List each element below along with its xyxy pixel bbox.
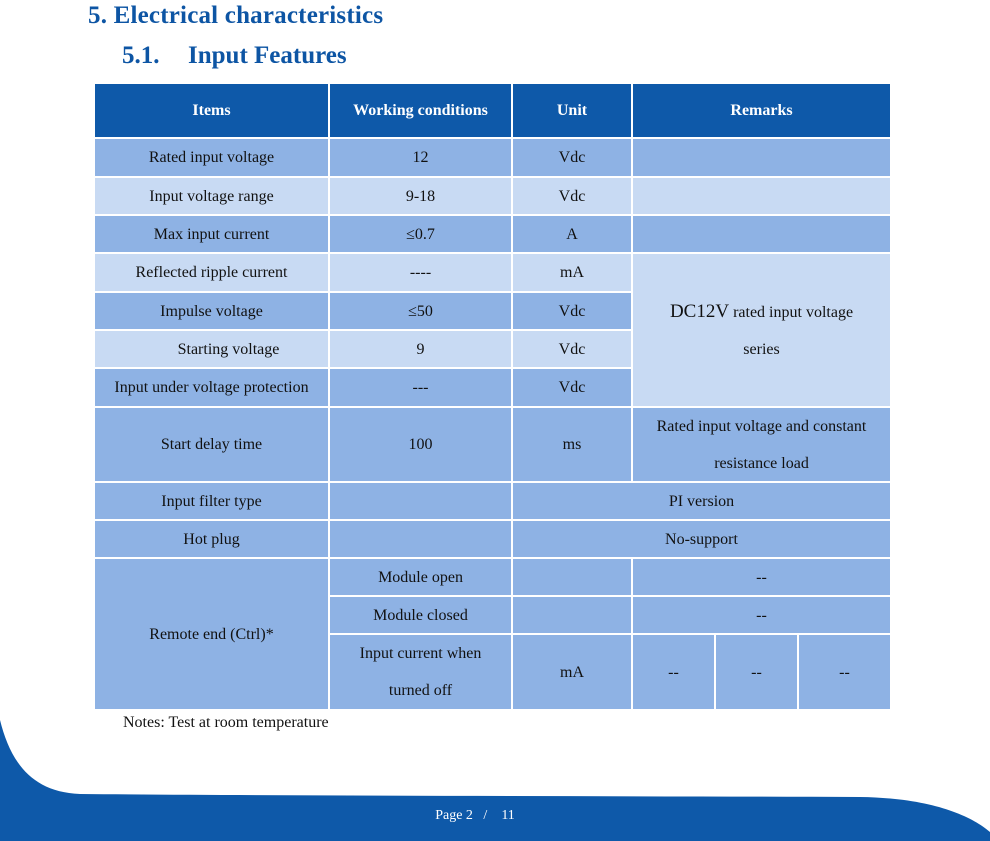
table-row-merged-value: No-support <box>513 521 890 557</box>
table-row-condition: 9-18 <box>330 178 511 214</box>
remote-module-open: Module open <box>330 559 511 595</box>
remote-off-value-3: -- <box>799 635 890 709</box>
merged-remark-dc12v: DC12V rated input voltage series <box>633 254 890 406</box>
table-row-unit: Vdc <box>513 139 631 176</box>
table-row-condition: 12 <box>330 139 511 176</box>
table-row-merged-value: PI version <box>513 483 890 519</box>
table-row-condition: ≤0.7 <box>330 216 511 252</box>
remote-off-unit: mA <box>513 635 631 709</box>
table-row-item: Reflected ripple current <box>95 254 328 291</box>
table-row-condition: --- <box>330 369 511 406</box>
table-row-unit: mA <box>513 254 631 291</box>
header-remarks: Remarks <box>633 84 890 137</box>
table-notes: Notes: Test at room temperature <box>123 714 329 731</box>
remote-off-value-1: -- <box>633 635 714 709</box>
table-row-condition: 9 <box>330 331 511 367</box>
table-row-remark: Rated input voltage and constant resistance load <box>633 408 890 481</box>
table-row-unit: Vdc <box>513 178 631 214</box>
subsection-heading: 5.1. Input Features <box>122 42 347 69</box>
table-row-item: Impulse voltage <box>95 293 328 329</box>
remote-off-value-2: -- <box>716 635 797 709</box>
table-row-unit: Vdc <box>513 331 631 367</box>
table-row-item: Start delay time <box>95 408 328 481</box>
table-row-remark <box>633 216 890 252</box>
table-row-remark <box>633 139 890 176</box>
table-row-unit: Vdc <box>513 293 631 329</box>
header-items: Items <box>95 84 328 137</box>
table-row-condition <box>330 521 511 557</box>
page-number: Page 2 / 11 <box>435 808 515 823</box>
table-row-condition: 100 <box>330 408 511 481</box>
remote-open-unit <box>513 559 631 595</box>
table-row-unit: Vdc <box>513 369 631 406</box>
remote-open-remark: -- <box>633 559 890 595</box>
header-working-conditions: Working conditions <box>330 84 511 137</box>
section-heading: 5. Electrical characteristics <box>88 2 384 29</box>
remote-end-label: Remote end (Ctrl)* <box>95 559 328 709</box>
table-row-item: Input voltage range <box>95 178 328 214</box>
table-row-item: Starting voltage <box>95 331 328 367</box>
table-row-item: Input filter type <box>95 483 328 519</box>
table-row-condition: ---- <box>330 254 511 291</box>
table-row-unit: ms <box>513 408 631 481</box>
table-row-item: Input under voltage protection <box>95 369 328 406</box>
remote-input-current-off: Input current when turned off <box>330 635 511 709</box>
header-unit: Unit <box>513 84 631 137</box>
remote-closed-unit <box>513 597 631 633</box>
table-row-condition: ≤50 <box>330 293 511 329</box>
table-row-item: Hot plug <box>95 521 328 557</box>
remote-closed-remark: -- <box>633 597 890 633</box>
table-row-item: Max input current <box>95 216 328 252</box>
table-row-item: Rated input voltage <box>95 139 328 176</box>
table-row-condition <box>330 483 511 519</box>
remote-module-closed: Module closed <box>330 597 511 633</box>
table-row-remark <box>633 178 890 214</box>
table-row-unit: A <box>513 216 631 252</box>
